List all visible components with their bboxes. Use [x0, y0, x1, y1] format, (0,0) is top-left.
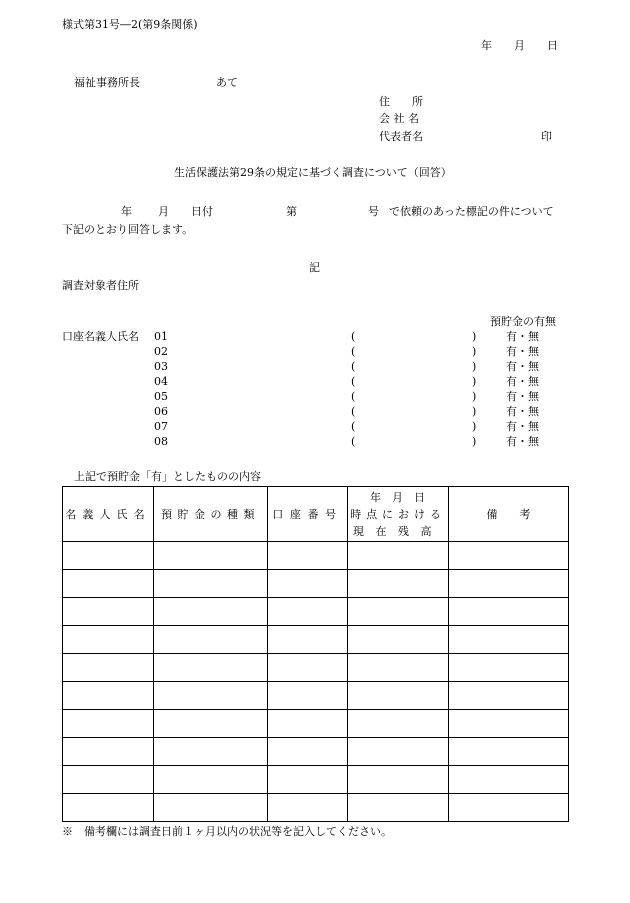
cell-account-no[interactable] [268, 570, 348, 598]
paren-close: ) [472, 360, 477, 373]
cell-balance[interactable] [348, 626, 449, 654]
table-row [63, 542, 569, 570]
intro-year: 年 [121, 205, 132, 218]
cell-account-no[interactable] [268, 794, 348, 822]
intro-dai: 第 [286, 205, 297, 218]
cell-balance[interactable] [348, 654, 449, 682]
header-account-no [268, 487, 348, 542]
cell-balance[interactable] [348, 598, 449, 626]
paren-open: ( [351, 360, 356, 373]
paren-open: ( [351, 435, 356, 448]
header-name [63, 487, 154, 542]
cell-kind[interactable] [154, 570, 268, 598]
form-id: 様式第31号―2(第9条関係) [62, 18, 198, 31]
cell-account-no[interactable] [268, 598, 348, 626]
header-balance-point: 時点における [350, 507, 446, 521]
account-name-label: 口座名義人氏名 [62, 330, 139, 343]
page-title: 生活保護法第29条の規定に基づく調査について（回答） [174, 166, 452, 179]
table-row [63, 766, 569, 794]
seal-mark: 印 [541, 130, 552, 143]
header-account-no-label: 口座番号 [272, 507, 343, 521]
cell-kind[interactable] [154, 794, 268, 822]
cell-kind[interactable] [154, 682, 268, 710]
cell-remarks[interactable] [449, 682, 569, 710]
account-number: 08 [154, 435, 168, 448]
savings-header: 預貯金の有無 [490, 315, 556, 328]
header-kind-label: 預貯金の種類 [161, 507, 260, 521]
table-row [63, 654, 569, 682]
paren-close: ) [472, 405, 477, 418]
account-number: 04 [154, 375, 168, 388]
cell-balance[interactable] [348, 738, 449, 766]
intro-text-1: で依頼のあった標記の件について [389, 205, 554, 218]
cell-kind[interactable] [154, 710, 268, 738]
paren-open: ( [351, 330, 356, 343]
yes-no-choice[interactable]: 有・無 [506, 390, 539, 403]
yes-no-choice[interactable]: 有・無 [506, 375, 539, 388]
cell-balance[interactable] [348, 710, 449, 738]
header-kind [154, 487, 268, 542]
company-label: 会 社 名 [379, 112, 419, 125]
cell-name[interactable] [63, 626, 154, 654]
addressee-ate: あて [216, 76, 238, 89]
cell-name[interactable] [63, 794, 154, 822]
table-row [63, 710, 569, 738]
cell-name[interactable] [63, 682, 154, 710]
account-number: 01 [154, 330, 168, 343]
cell-name[interactable] [63, 570, 154, 598]
cell-name[interactable] [63, 766, 154, 794]
paren-close: ) [472, 330, 477, 343]
cell-account-no[interactable] [268, 766, 348, 794]
cell-remarks[interactable] [449, 542, 569, 570]
cell-kind[interactable] [154, 654, 268, 682]
cell-remarks[interactable] [449, 626, 569, 654]
cell-account-no[interactable] [268, 626, 348, 654]
account-number: 05 [154, 390, 168, 403]
table-row [63, 794, 569, 822]
intro-go: 号 [368, 205, 379, 218]
header-name-label: 名義人氏名 [65, 507, 151, 521]
date-line: 年 月 日 [481, 39, 558, 52]
account-number: 06 [154, 405, 168, 418]
paren-open: ( [351, 345, 356, 358]
cell-remarks[interactable] [449, 570, 569, 598]
cell-account-no[interactable] [268, 738, 348, 766]
cell-name[interactable] [63, 542, 154, 570]
yes-no-choice[interactable]: 有・無 [506, 360, 539, 373]
cell-remarks[interactable] [449, 738, 569, 766]
table-row [63, 570, 569, 598]
intro-month: 月 [158, 205, 169, 218]
cell-account-no[interactable] [268, 710, 348, 738]
cell-balance[interactable] [348, 682, 449, 710]
paren-open: ( [351, 375, 356, 388]
cell-kind[interactable] [154, 766, 268, 794]
table-row [63, 738, 569, 766]
cell-balance[interactable] [348, 794, 449, 822]
header-balance-current: 現在残高 [352, 524, 444, 538]
cell-name[interactable] [63, 598, 154, 626]
representative-label: 代表者名 [379, 130, 423, 143]
yes-no-choice[interactable]: 有・無 [506, 330, 539, 343]
cell-balance[interactable] [348, 766, 449, 794]
yes-no-choice[interactable]: 有・無 [506, 345, 539, 358]
account-number: 03 [154, 360, 168, 373]
account-number: 02 [154, 345, 168, 358]
paren-open: ( [351, 405, 356, 418]
intro-text-2: 下記のとおり回答します。 [62, 223, 194, 236]
paren-close: ) [472, 345, 477, 358]
yes-no-choice[interactable]: 有・無 [506, 420, 539, 433]
cell-name[interactable] [63, 710, 154, 738]
subject-address-label: 調査対象者住所 [62, 279, 139, 292]
footnote: ※ 備考欄には調査日前１ヶ月以内の状況等を記入してください。 [62, 825, 392, 838]
yes-no-choice[interactable]: 有・無 [506, 405, 539, 418]
cell-remarks[interactable] [449, 766, 569, 794]
table-row [63, 682, 569, 710]
table-row [63, 626, 569, 654]
cell-kind[interactable] [154, 542, 268, 570]
paren-open: ( [351, 390, 356, 403]
cell-remarks[interactable] [449, 794, 569, 822]
paren-close: ) [472, 420, 477, 433]
paren-open: ( [351, 420, 356, 433]
cell-remarks[interactable] [449, 654, 569, 682]
cell-name[interactable] [63, 738, 154, 766]
cell-kind[interactable] [154, 626, 268, 654]
cell-remarks[interactable] [449, 598, 569, 626]
cell-account-no[interactable] [268, 682, 348, 710]
table-caption: 上記で預貯金「有」としたものの内容 [74, 470, 261, 483]
header-balance-date: 年 月 日 [370, 490, 425, 504]
yes-no-choice[interactable]: 有・無 [506, 435, 539, 448]
cell-remarks[interactable] [449, 710, 569, 738]
paren-close: ) [472, 435, 477, 448]
cell-name[interactable] [63, 654, 154, 682]
table-header-row [63, 487, 569, 542]
cell-account-no[interactable] [268, 542, 348, 570]
cell-balance[interactable] [348, 570, 449, 598]
account-number: 07 [154, 420, 168, 433]
cell-kind[interactable] [154, 738, 268, 766]
cell-balance[interactable] [348, 542, 449, 570]
paren-close: ) [472, 390, 477, 403]
addressee-office: 福祉事務所長 [74, 76, 140, 89]
header-remarks-label: 備 考 [486, 507, 531, 521]
savings-detail-table [62, 486, 569, 822]
table-row [63, 598, 569, 626]
cell-account-no[interactable] [268, 654, 348, 682]
header-remarks [449, 487, 569, 542]
header-balance [348, 487, 449, 542]
ki-heading: 記 [309, 261, 320, 274]
address-label: 住 所 [379, 95, 423, 108]
cell-kind[interactable] [154, 598, 268, 626]
paren-close: ) [472, 375, 477, 388]
intro-date-suffix: 日付 [191, 205, 213, 218]
